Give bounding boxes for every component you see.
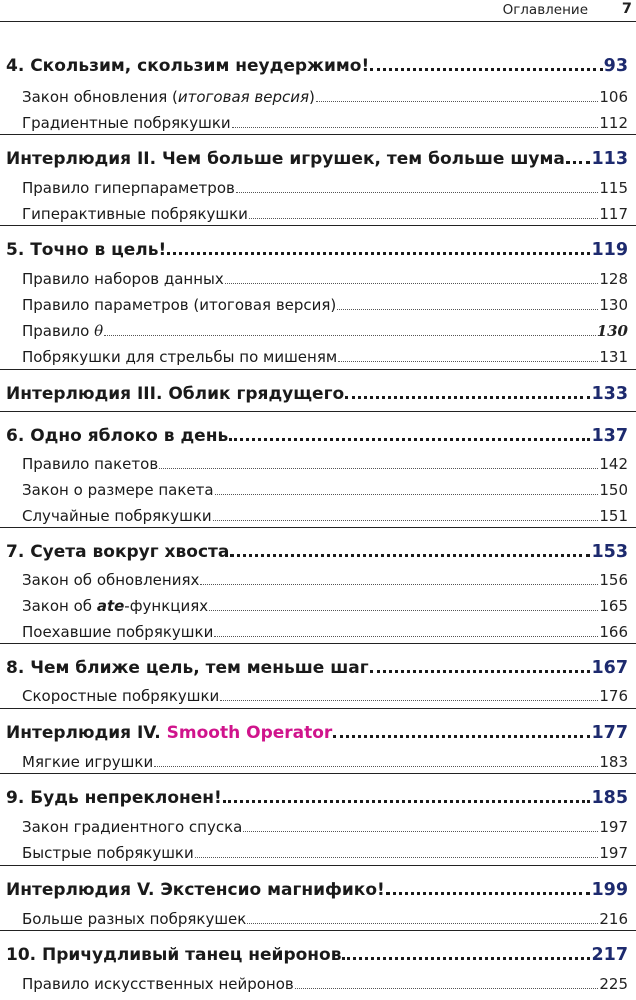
toc-entry-label: Скоростные побрякушки	[22, 687, 220, 705]
toc-section[interactable]	[22, 751, 628, 771]
toc-section[interactable]	[22, 320, 628, 340]
leader-dots	[566, 145, 591, 169]
toc-entry-page: 199	[591, 880, 628, 900]
toc-entry-label: Закон градиентного спуска	[22, 818, 243, 836]
leader-dots	[295, 973, 599, 993]
leader-dots	[154, 751, 598, 771]
leader-dots	[230, 538, 590, 562]
toc-entry-page: 130	[599, 296, 628, 314]
chapter-rule	[0, 865, 636, 866]
toc-entry-label: Закон о размере пакета	[22, 481, 214, 499]
toc-entry-label: Интерлюдия V. Экстенсио магнифико!	[6, 880, 385, 900]
toc-entry-page: 130	[596, 322, 628, 340]
toc-entry-label: 8. Чем ближе цель, тем меньше шаг	[6, 658, 369, 678]
toc-entry-label: Правило гиперпараметров	[22, 179, 235, 197]
toc-entry-label: Больше разных побрякушек	[22, 910, 247, 928]
toc-section[interactable]	[22, 569, 628, 589]
toc-entry-page: 183	[599, 753, 628, 771]
toc-entry-label: Интерлюдия II. Чем больше игрушек, тем больше шума	[6, 149, 565, 169]
chapter-rule	[0, 369, 636, 370]
leader-dots	[232, 112, 599, 132]
leader-dots	[215, 479, 599, 499]
leader-dots	[342, 941, 590, 965]
leader-dots	[333, 719, 590, 743]
toc-entry-label: Поехавшие побрякушки	[22, 623, 214, 641]
toc-entry-page: 216	[599, 910, 628, 928]
leader-dots	[167, 236, 590, 260]
toc-section[interactable]	[22, 294, 628, 314]
toc-chapter-10[interactable]	[6, 941, 628, 965]
chapter-rule	[0, 527, 636, 528]
toc-section[interactable]	[22, 453, 628, 473]
toc-entry-label: Закон обновления (итоговая версия)	[22, 88, 315, 106]
toc-entry-page: 106	[599, 88, 628, 106]
toc-section[interactable]	[22, 842, 628, 862]
toc-entry-page: 142	[599, 455, 628, 473]
toc-entry-label: Закон об обновлениях	[22, 571, 200, 589]
toc-section[interactable]	[22, 621, 628, 641]
leader-dots	[345, 380, 590, 404]
toc-entry-label: 4. Скользим, скользим неудержимо!	[6, 56, 370, 76]
toc-entry-label: Мягкие игрушки	[22, 753, 154, 771]
toc-chapter-5[interactable]	[6, 236, 628, 260]
toc-section[interactable]	[22, 86, 628, 106]
toc-entry-page: 225	[599, 975, 628, 993]
toc-entry-label: Правило θ	[22, 322, 104, 340]
toc-interlude-2[interactable]	[6, 145, 628, 169]
leader-dots	[370, 654, 591, 678]
toc-entry-page: 128	[599, 270, 628, 288]
leader-dots	[249, 203, 598, 223]
toc-entry-label: Правило пакетов	[22, 455, 159, 473]
toc-entry-page: 156	[599, 571, 628, 589]
chapter-rule	[0, 643, 636, 644]
toc-entry-page: 93	[603, 56, 628, 76]
toc-entry-page: 185	[591, 788, 628, 808]
running-title: Оглавление	[502, 2, 588, 18]
toc-entry-label: 7. Суета вокруг хвоста	[6, 542, 230, 562]
toc-entry-label: Побрякушки для стрельбы по мишеням	[22, 348, 338, 366]
toc-entry-page: 131	[599, 348, 628, 366]
leader-dots	[195, 842, 599, 862]
chapter-rule	[0, 773, 636, 774]
toc-entry-page: 165	[599, 597, 628, 615]
toc-interlude-4[interactable]	[6, 719, 628, 743]
toc-entry-label: Правило искусственных нейронов	[22, 975, 294, 993]
toc-entry-page: 217	[591, 945, 628, 965]
leader-dots	[243, 816, 598, 836]
toc-section[interactable]	[22, 112, 628, 132]
toc-chapter-6[interactable]	[6, 422, 628, 446]
toc-entry-page: 197	[599, 844, 628, 862]
toc-entry-page: 197	[599, 818, 628, 836]
toc-entry-label: Правило наборов данных	[22, 270, 224, 288]
toc-entry-page: 167	[591, 658, 628, 678]
leader-dots	[370, 52, 602, 76]
toc-section[interactable]	[22, 268, 628, 288]
header-rule	[0, 21, 636, 22]
toc-entry-page: 115	[599, 179, 628, 197]
toc-section[interactable]	[22, 346, 628, 366]
toc-chapter-4[interactable]	[6, 52, 628, 76]
leader-dots	[214, 621, 598, 641]
chapter-rule	[0, 225, 636, 226]
toc-entry-page: 166	[599, 623, 628, 641]
toc-section[interactable]	[22, 479, 628, 499]
toc-entry-page: 117	[599, 205, 628, 223]
toc-interlude-5[interactable]	[6, 876, 628, 900]
toc-entry-page: 177	[591, 723, 628, 743]
leader-dots	[338, 346, 598, 366]
leader-dots	[229, 422, 590, 446]
toc-entry-page: 153	[591, 542, 628, 562]
leader-dots	[337, 294, 598, 314]
toc-entry-page: 133	[591, 384, 628, 404]
toc-entry-page: 119	[591, 240, 628, 260]
leader-dots	[386, 876, 591, 900]
toc-entry-label: 10. Причудливый танец нейронов	[6, 945, 342, 965]
toc-entry-label: 9. Будь непреклонен!	[6, 788, 222, 808]
leader-dots	[159, 453, 598, 473]
leader-dots	[220, 685, 598, 705]
page-number: 7	[621, 1, 632, 17]
toc-entry-label: Интерлюдия III. Облик грядущего	[6, 384, 345, 404]
leader-dots	[225, 268, 599, 288]
leader-dots	[223, 784, 591, 808]
toc-entry-label: Закон об ate-функциях	[22, 597, 209, 615]
toc-section[interactable]	[22, 816, 628, 836]
toc-entry-page: 176	[599, 687, 628, 705]
toc-section[interactable]	[22, 973, 628, 993]
toc-entry-label: 6. Одно яблоко в день	[6, 426, 229, 446]
leader-dots	[247, 908, 598, 928]
toc-entry-page: 151	[599, 507, 628, 525]
toc-entry-label: Гиперактивные побрякушки	[22, 205, 248, 223]
toc-entry-label: 5. Точно в цель!	[6, 240, 167, 260]
chapter-rule	[0, 708, 636, 709]
chapter-rule	[0, 134, 636, 135]
toc-section[interactable]	[22, 908, 628, 928]
toc-interlude-3[interactable]	[6, 380, 628, 404]
toc-section[interactable]	[22, 177, 628, 197]
toc-chapter-7[interactable]	[6, 538, 628, 562]
leader-dots	[209, 595, 598, 615]
leader-dots	[316, 86, 598, 106]
chapter-rule	[0, 930, 636, 931]
toc-chapter-9[interactable]	[6, 784, 628, 808]
toc-entry-page: 113	[591, 149, 628, 169]
toc-entry-label: Правило параметров (итоговая версия)	[22, 296, 337, 314]
toc-entry-page: 137	[591, 426, 628, 446]
toc-entry-page: 112	[599, 114, 628, 132]
page-header	[0, 0, 636, 22]
toc-entry-label: Интерлюдия IV. Smooth Operator	[6, 723, 333, 743]
toc-section[interactable]	[22, 203, 628, 223]
leader-dots	[200, 569, 598, 589]
chapter-rule	[0, 411, 636, 412]
toc-section[interactable]	[22, 685, 628, 705]
toc-entry-label: Быстрые побрякушки	[22, 844, 194, 862]
leader-dots	[104, 320, 596, 340]
toc-section[interactable]	[22, 505, 628, 525]
leader-dots	[213, 505, 599, 525]
toc-entry-label: Случайные побрякушки	[22, 507, 212, 525]
leader-dots	[236, 177, 599, 197]
toc-entry-page: 150	[599, 481, 628, 499]
toc-section[interactable]	[22, 595, 628, 615]
toc-chapter-8[interactable]	[6, 654, 628, 678]
toc-entry-label: Градиентные побрякушки	[22, 114, 231, 132]
